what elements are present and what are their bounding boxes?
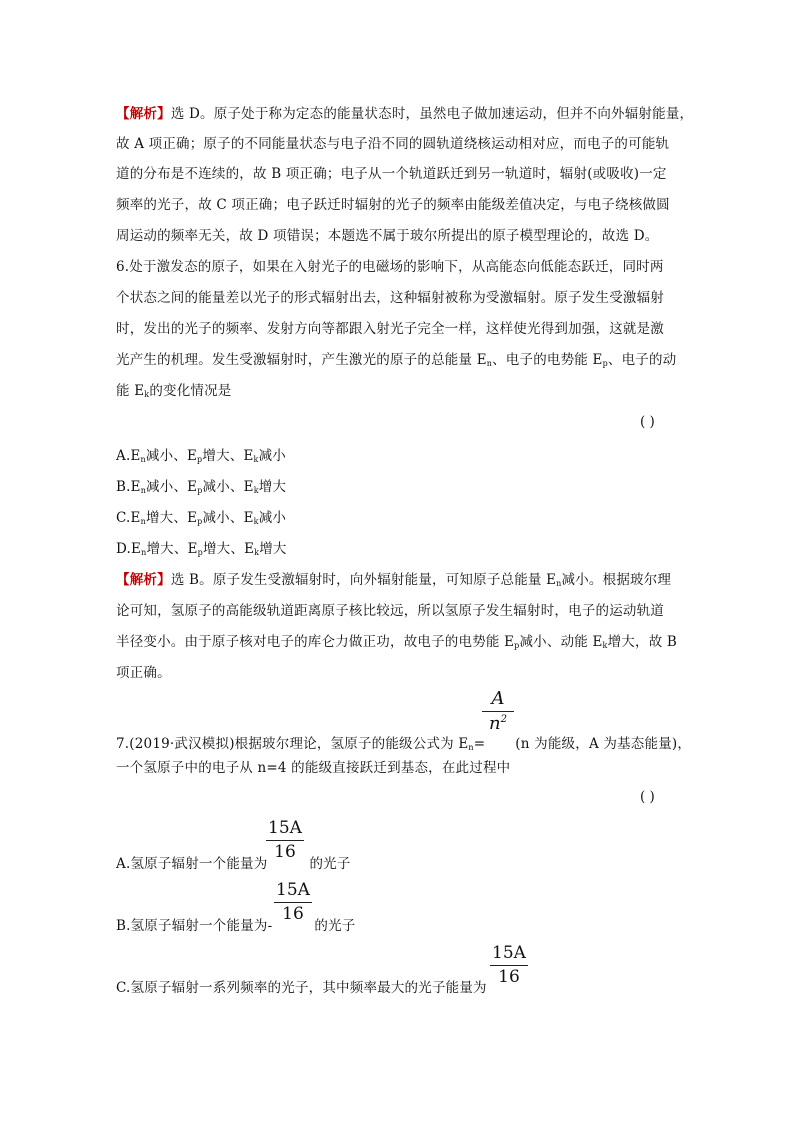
q7-option-b: B.氢原子辐射一个能量为- 的光子 <box>116 918 356 934</box>
q6-answer-blank: ( ) <box>640 414 655 430</box>
q6-option-b: $B.E_n$减小、$E_p$减小、$E_k$增大 <box>116 479 287 495</box>
q6-analysis-line-3: 半径变小。由于原子核对电子的库仑力做正功，故电子的电势能 $E_p$减小、动能 $E_k$增大，故 B <box>116 634 678 650</box>
q6-analysis-line-4: 项正确。 <box>116 665 171 681</box>
q6-analysis-line-1: 【解析】选 B。原子发生受激辐射时，向外辐射能量，可知原子总能量 $E_n$减小。根据玻尔理 <box>116 572 672 588</box>
q5-analysis-line-1: 【解析】选 D。原子处于称为定态的能量状态时，虽然电子做加速运动，但并不向外辐射能量， <box>116 106 694 122</box>
q6-option-c: $C.E_n$增大、$E_p$减小、$E_k$减小 <box>116 510 287 526</box>
q6-analysis-line-2: 论可知，氢原子的高能级轨道距离原子核比较远，所以氢原子发生辐射时，电子的运动轨道 <box>116 603 664 619</box>
q7-option-a: A.氢原子辐射一个能量为 的光子 <box>116 856 351 872</box>
q6-stem-line-2: 个状态之间的能量差以光子的形式辐射出去，这种辐射被称为受激辐射。原子发生受激辐射 <box>116 290 664 306</box>
q6-option-a: $A.E_n$减小、$E_p$增大、$E_k$减小 <box>116 448 287 464</box>
analysis-tag: 【解析】 <box>116 106 171 122</box>
q6-stem-line-3: 时，发出的光子的频率、发射方向等都跟入射光子完全一样，这样使光得到加强，这就是激 <box>116 321 664 337</box>
q6-stem-line-4: 光产生的机理。发生受激辐射时，产生激光的原子的总能量 $E_n$、电子的电势能 $E_p$、电子的动 <box>116 352 677 368</box>
q6-option-d: $D.E_n$增大、$E_p$增大、$E_k$增大 <box>116 541 287 557</box>
energy-formula-fraction: A $n^2$ <box>482 688 514 734</box>
option-a-fraction: 15A 16 <box>266 818 304 862</box>
q5-analysis-line-2: 故 A 项正确；原子的不同能量状态与电子沿不同的圆轨道绕核运动相对应，而电子的可能轨 <box>116 136 670 152</box>
option-c-fraction: 15A 16 <box>490 943 528 987</box>
q6-stem-line-5: 能 $E_k$的变化情况是 <box>116 383 232 399</box>
q7-stem-line-2: 一个氢原子中的电子从 n=4 的能级直接跃迁到基态，在此过程中 <box>116 760 511 776</box>
analysis-tag: 【解析】 <box>116 572 171 588</box>
q7-answer-blank: ( ) <box>640 789 655 805</box>
q5-analysis-line-3: 道的分布是不连续的，故 B 项正确；电子从一个轨道跃迁到另一轨道时，辐射(或吸收)一定 <box>116 166 667 182</box>
q5-analysis-line-5: 周运动的频率无关，故 D 项错误；本题选不属于玻尔所提出的原子模型理论的，故选 D。 <box>116 228 659 244</box>
q6-stem-line-1: 6.处于激发态的原子，如果在入射光子的电磁场的影响下，从高能态向低能态跃迁，同时两 <box>116 259 664 275</box>
option-b-fraction: 15A 16 <box>274 880 312 924</box>
q7-stem-line-1: 7.(2019·武汉模拟)根据玻尔理论，氢原子的能级公式为 $E_n= (n$ 为能级，A 为基态能量)， <box>116 736 692 752</box>
q5-analysis-line-4: 频率的光子，故 C 项正确；电子跃迁时辐射的光子的频率由能级差值决定，与电子绕核做圆 <box>116 197 670 213</box>
q7-option-c: C.氢原子辐射一系列频率的光子，其中频率最大的光子能量为 <box>116 980 487 996</box>
